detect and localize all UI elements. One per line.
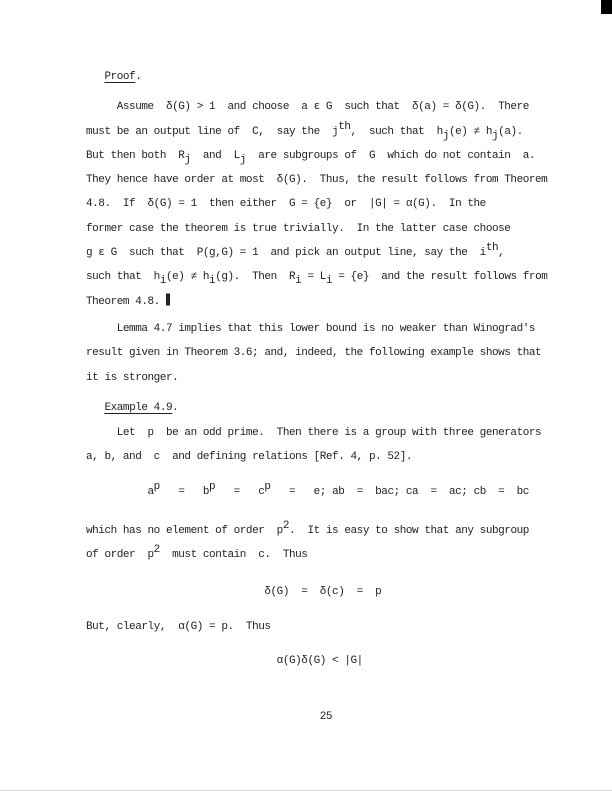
subscript: j — [442, 129, 449, 142]
text-line: of order p2 must contain c. Thus — [86, 544, 308, 562]
text-line: Let p be an odd prime. Then there is a group with three generators — [86, 427, 542, 440]
text-line: g ε G such that P(g,G) = 1 and pick an output line, say the ith, — [86, 242, 505, 260]
text-line: They hence have order at most δ(G). Thus, the result follows from Theorem — [86, 174, 548, 187]
text-line: former case the theorem is true trivially. In the latter case choose — [86, 222, 511, 235]
lemma-remark-paragraph — [86, 317, 612, 390]
scan-corner-artifact — [601, 0, 612, 14]
subscript: i — [159, 275, 166, 288]
subscript: j — [492, 129, 499, 142]
proof-heading: Proof. — [104, 71, 142, 83]
subscript: i — [295, 275, 302, 288]
text-line: such that hi(e) ≠ hi(g). Then Ri = Li = {e} and the result follows from — [86, 271, 548, 288]
text-line: result given in Theorem 3.6; and, indeed, the following example shows that — [86, 347, 542, 360]
text-line: a, b, and c and defining relations [Ref. 4, p. 52]. — [86, 451, 413, 464]
text-line: 4.8. If δ(G) = 1 then either G = {e} or |G| = α(G). In the — [86, 198, 486, 211]
subscript: i — [325, 275, 333, 288]
superscript: th — [338, 120, 351, 133]
subgroup-paragraph — [86, 519, 612, 568]
page-number: 25 — [86, 710, 333, 723]
delta-equation: δ(G) = δ(c) = p — [86, 585, 382, 598]
underlined-text: Example 4.9 — [104, 401, 173, 414]
text-line: Lemma 4.7 implies that this lower bound is no weaker than Winograd's — [86, 322, 536, 335]
alpha-thus-line: But, clearly, α(G) = p. Thus — [86, 620, 271, 633]
proof-paragraph — [86, 95, 612, 314]
superscript: 2 — [153, 544, 160, 557]
superscript: p — [153, 480, 160, 493]
underlined-text: Proof — [104, 71, 136, 83]
inequality-equation: α(G)δ(G) < |G| — [86, 655, 363, 668]
example-heading: Example 4.9. — [104, 401, 179, 414]
text-line: which has no element of order p2. It is easy to show that any subgroup — [86, 520, 529, 538]
superscript: p — [209, 480, 216, 493]
qed-tombstone-icon — [166, 293, 171, 305]
text-line: Assume δ(G) > 1 and choose a ε G such that δ(a) = δ(G). There — [86, 101, 529, 114]
example-intro-paragraph — [86, 421, 612, 470]
superscript: th — [485, 242, 499, 255]
superscript: 2 — [282, 520, 289, 533]
text-line: must be an output line of C, say the jth, such that hj(e) ≠ hj(a). — [86, 120, 523, 142]
text-line: Theorem 4.8. — [86, 290, 612, 314]
group-relations-equation: ap = bp = cp = e; ab = bac; ca = ac; cb = bc — [86, 480, 529, 498]
superscript: p — [264, 480, 271, 493]
text-line: it is stronger. — [86, 371, 179, 384]
text-line: But then both Rj and Lj are subgroups of G which do not contain a. — [86, 149, 536, 166]
subscript: j — [184, 153, 191, 166]
subscript: j — [239, 153, 246, 166]
subscript: i — [209, 275, 216, 288]
